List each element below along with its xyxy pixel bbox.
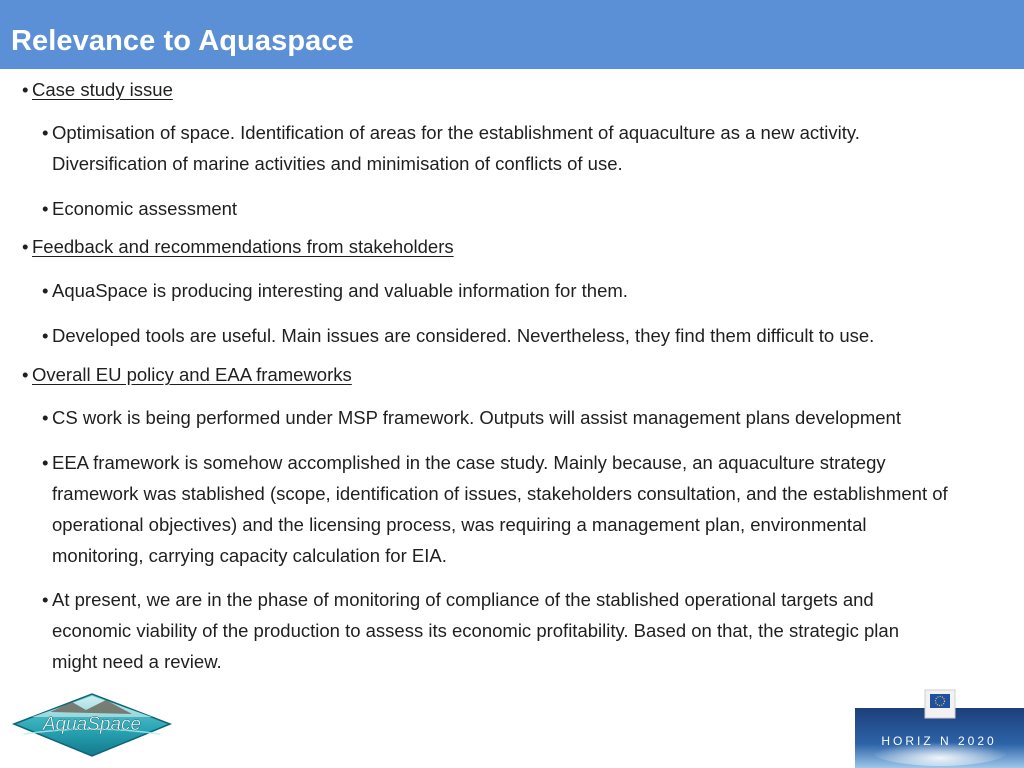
bullet-line: operational objectives) and the licensing process, was requiring a management plan, environmental	[52, 514, 867, 535]
bullet-marker: •	[22, 364, 29, 385]
bullet-line: might need a review.	[52, 651, 222, 672]
bullet-text: AquaSpace is producing interesting and valuable information for them.	[52, 280, 628, 301]
aquaspace-logo	[10, 690, 174, 758]
bullet-line: economic viability of the production to assess its economic profitability. Based on that, the strategic plan	[52, 620, 899, 641]
bullet-at-present	[42, 584, 899, 677]
bullet-line: monitoring, carrying capacity calculation for EIA.	[52, 545, 447, 566]
bullet-eea-framework	[42, 447, 948, 571]
bullet-line: Diversification of marine activities and minimisation of conflicts of use.	[52, 153, 623, 174]
slide-title: Relevance to Aquaspace	[11, 25, 354, 57]
bullet-marker: •	[42, 198, 49, 219]
bullet-optimisation	[42, 117, 860, 179]
bullet-marker: •	[42, 325, 49, 346]
bullet-marker: •	[42, 280, 49, 301]
bullet-text: Economic assessment	[52, 198, 238, 219]
bullet-aquaspace-producing	[42, 275, 628, 306]
horizon-logo-text: HORIZ N 2020	[881, 734, 997, 748]
bullet-eu-policy	[22, 359, 352, 390]
bullet-heading: Case study issue	[32, 79, 173, 100]
bullet-marker: •	[22, 79, 29, 100]
bullet-marker: •	[42, 589, 49, 610]
aquaspace-logo-text: AquaSpace	[42, 714, 142, 735]
bullet-heading: Feedback and recommendations from stakeholders	[32, 236, 454, 257]
bullet-line: At present, we are in the phase of monitoring of compliance of the stablished operational targets and	[52, 589, 874, 610]
bullet-developed-tools	[42, 320, 875, 351]
bullet-cs-work	[42, 402, 901, 433]
bullet-heading: Overall EU policy and EAA frameworks	[32, 364, 352, 385]
bullet-text: CS work is being performed under MSP framework. Outputs will assist management plans development	[52, 407, 901, 428]
bullet-economic-assessment	[42, 193, 238, 224]
bullet-marker: •	[42, 122, 49, 143]
bullet-case-study-issue	[22, 74, 173, 105]
bullet-marker: •	[42, 452, 49, 473]
bullet-line: framework was stablished (scope, identification of issues, stakeholders consultation, and the establishment of	[52, 483, 948, 504]
bullet-feedback	[22, 231, 454, 262]
bullet-line: Optimisation of space. Identification of areas for the establishment of aquaculture as a new activity.	[52, 122, 860, 143]
bullet-line: EEA framework is somehow accomplished in the case study. Mainly because, an aquaculture strategy	[52, 452, 886, 473]
eu-flag-icon	[930, 694, 950, 708]
bullet-marker: •	[22, 236, 29, 257]
horizon-2020-logo	[855, 688, 1024, 768]
bullet-marker: •	[42, 407, 49, 428]
bullet-text: Developed tools are useful. Main issues are considered. Nevertheless, they find them difficult to use.	[52, 325, 875, 346]
